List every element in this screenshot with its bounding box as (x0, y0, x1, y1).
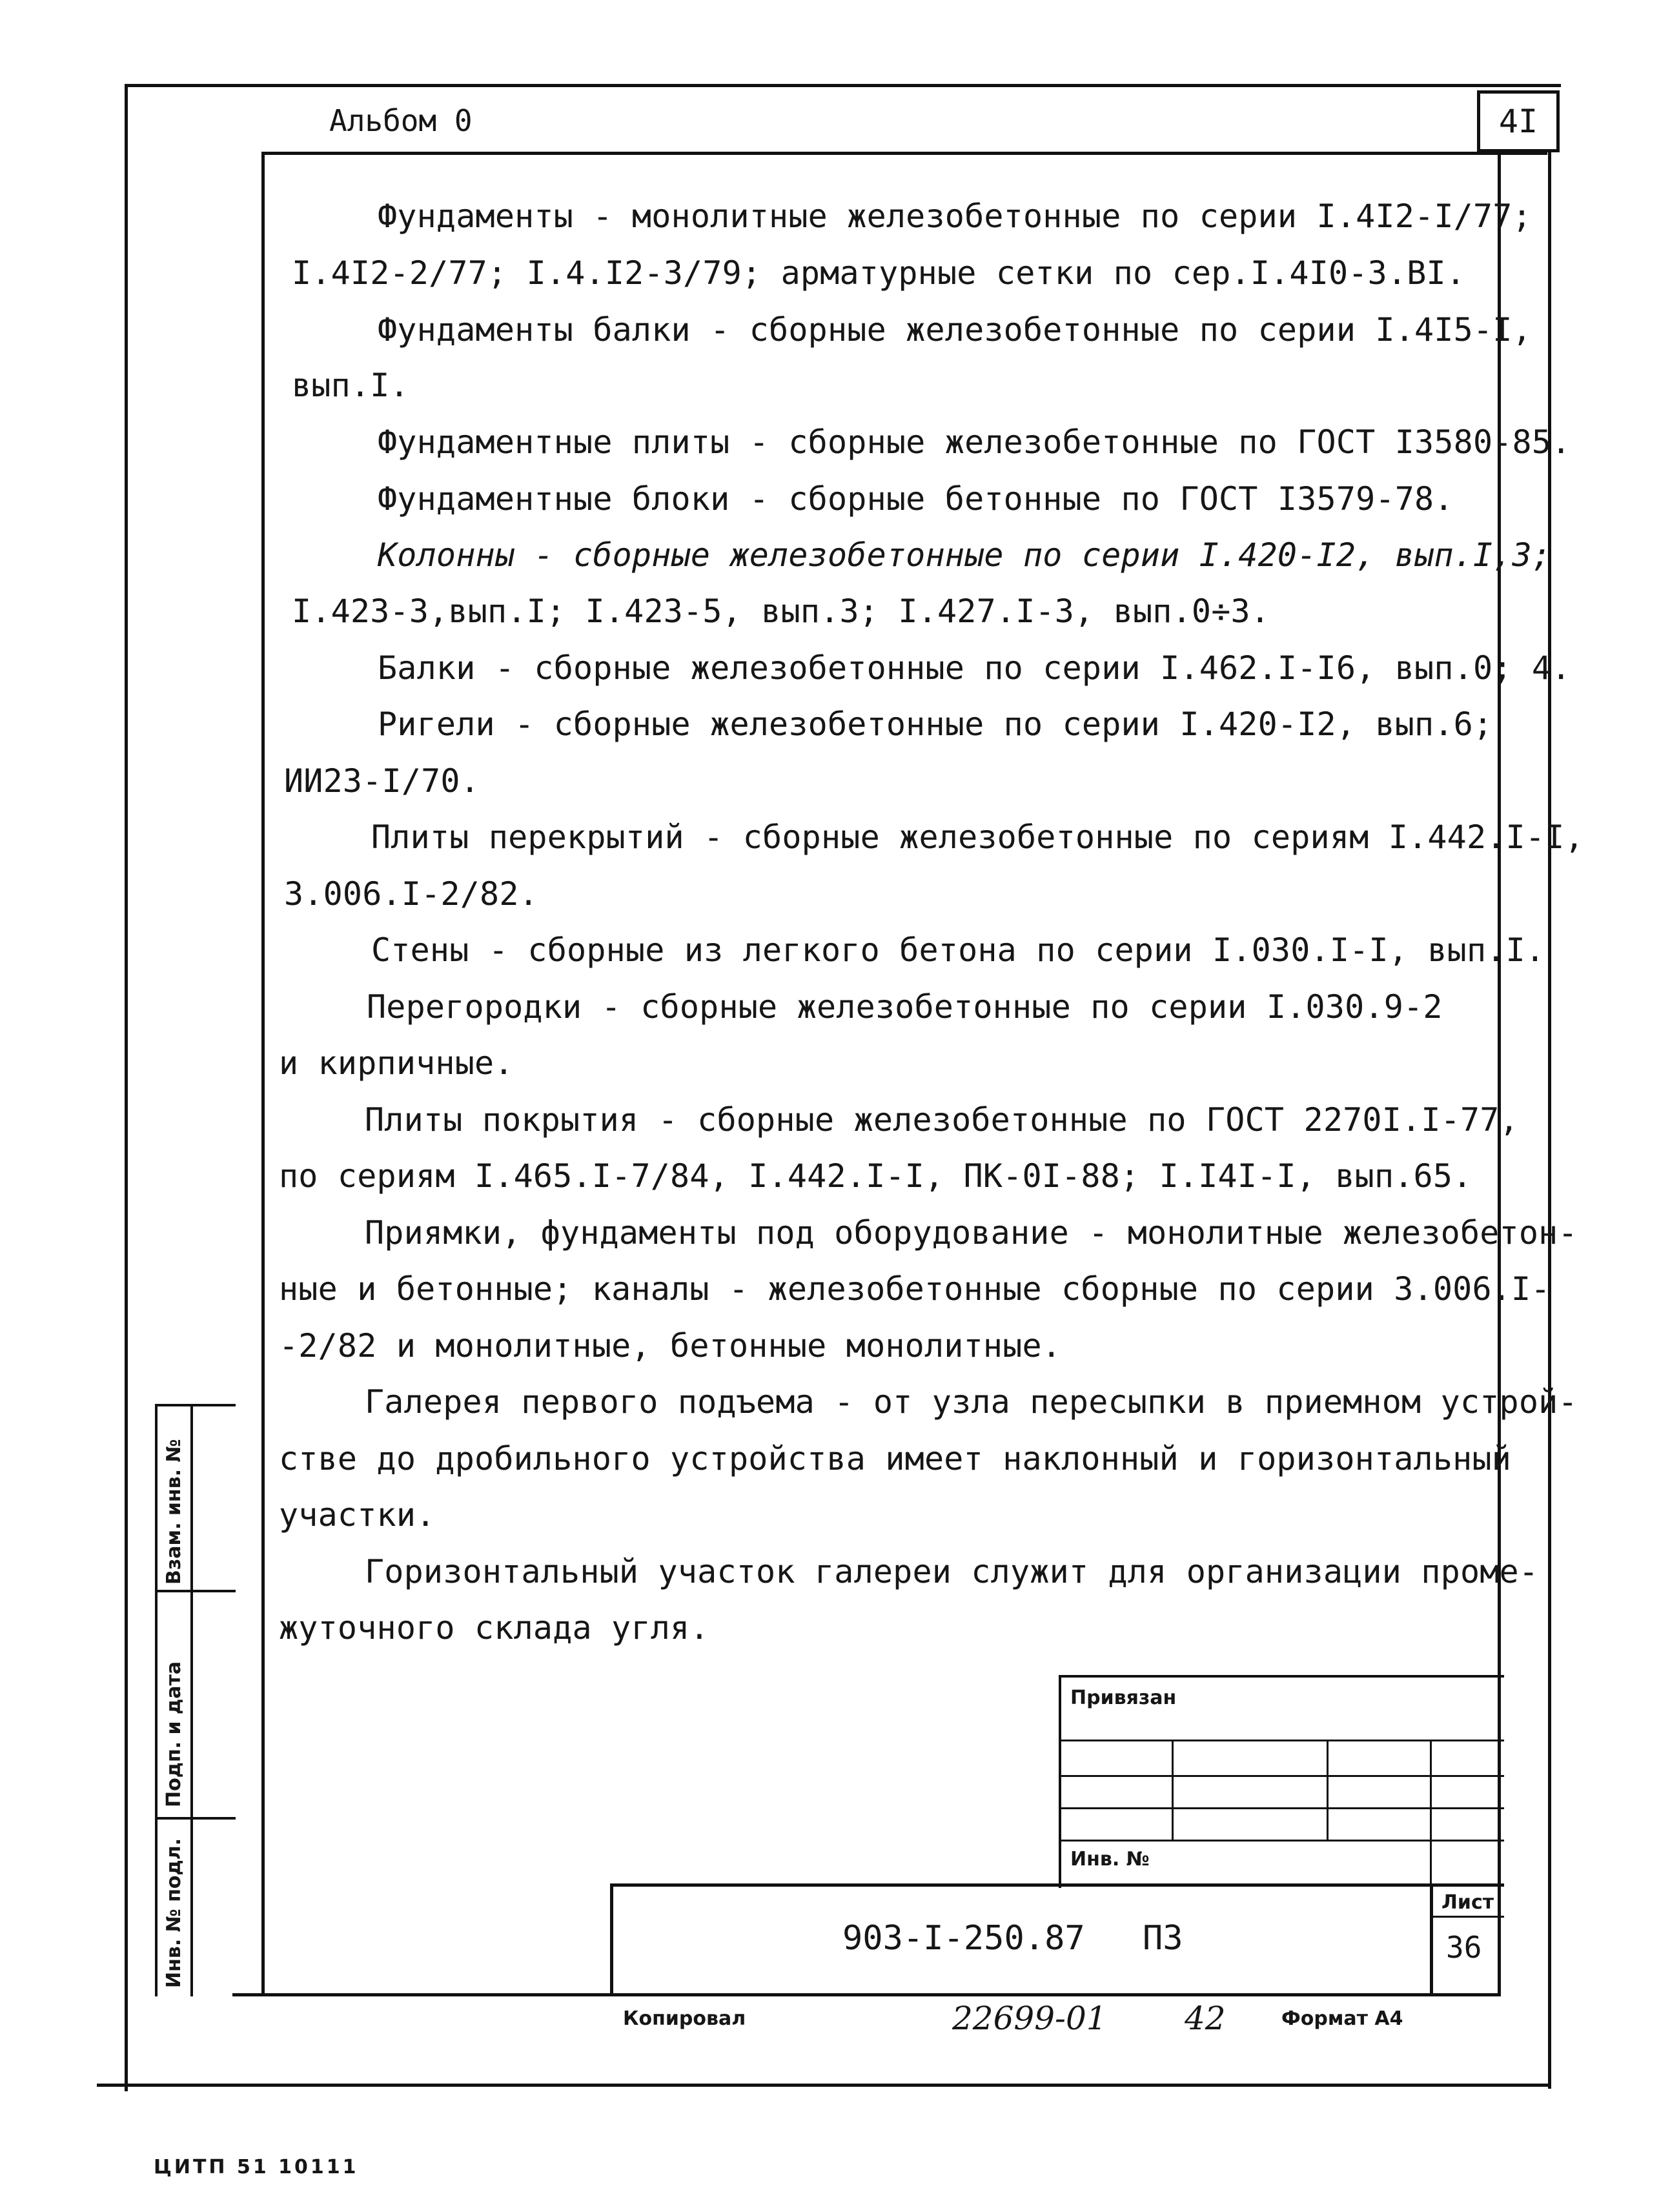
side-stamp-top-line (155, 1404, 236, 1406)
title-block-sheet-divider (1430, 1883, 1433, 1996)
paragraph-line-8: I.423-3,вып.I; I.423-5, вып.3; I.427.I-3, вып.0÷3. (292, 593, 1270, 630)
paragraph-line-10: Ригели - сборные железобетонные по серии I.420-I2, вып.6; (378, 705, 1493, 743)
format-label: Формат А4 (1281, 2007, 1403, 2030)
paragraph-line-6: Фундаментные блоки - сборные бетонные по ГОСТ I3579-78. (378, 480, 1454, 518)
paragraph-line-11: ИИ23-I/70. (284, 762, 480, 800)
paragraph-line-2: I.4I2-2/77; I.4.I2-3/79; арматурные сетки по сер.I.4I0-3.BI. (292, 254, 1466, 292)
binding-table (1059, 1675, 1504, 1888)
paragraph-line-17: Плиты покрытия - сборные железобетонные по ГОСТ 2270I.I-77, (365, 1101, 1519, 1139)
paragraph-line-25: Горизонтальный участок галереи служит для организации проме- (365, 1553, 1539, 1590)
inner-left-line (261, 152, 265, 1994)
frame-left-line (125, 84, 128, 2091)
paragraph-line-23: стве до дробильного устройства имеет наклонный и горизонтальный (279, 1440, 1512, 1477)
album-label: Альбом 0 (329, 103, 473, 138)
paragraph-line-1: Фундаменты - монолитные железобетонные по серии I.4I2-I/77; (378, 198, 1532, 235)
inner-top-line (261, 152, 1547, 155)
handwritten-number: 22699-01 (952, 2000, 1107, 2037)
binding-table-col-1 (1172, 1740, 1174, 1842)
sheet-number: 36 (1446, 1930, 1482, 1965)
binding-table-left (1059, 1675, 1061, 1888)
binding-table-col-3 (1430, 1740, 1432, 1888)
binding-table-row-3 (1059, 1807, 1504, 1809)
paragraph-line-21: -2/82 и монолитные, бетонные монолитные. (279, 1327, 1062, 1365)
title-block-sheet-row (1430, 1916, 1504, 1918)
paragraph-line-24: участки. (279, 1496, 436, 1534)
title-block-top (610, 1883, 1504, 1887)
binding-table-top (1059, 1675, 1504, 1678)
document-code: 903-I-250.87 (842, 1919, 1085, 1958)
printer-footer: ЦИТП 51 10111 (154, 2156, 359, 2178)
copied-label: Копировал (623, 2007, 746, 2030)
page-number: 4I (1477, 90, 1560, 152)
paragraph-line-4: вып.I. (292, 367, 409, 404)
paragraph-line-12: Плиты перекрытий - сборные железобетонные по сериям I.442.I-I, (371, 818, 1584, 856)
binding-table-row-2 (1059, 1775, 1504, 1777)
paragraph-line-22: Галерея первого подъема - от узла пересыпки в приемном устрой- (365, 1383, 1578, 1421)
frame-bottom-line (97, 2084, 1549, 2087)
paragraph-line-7: Колонны - сборные железобетонные по серии I.420-I2, вып.I,3; (378, 536, 1552, 574)
side-stamp-mid-line (190, 1404, 193, 1996)
sheet-label: Лист (1441, 1891, 1494, 1914)
paragraph-line-20: ные и бетонные; каналы - железобетонные сборные по серии 3.006.I- (279, 1270, 1551, 1308)
paragraph-line-15: Перегородки - сборные железобетонные по серии I.030.9-2 (367, 988, 1443, 1026)
paragraph-line-19: Приямки, фундаменты под оборудование - монолитные железобетон- (365, 1214, 1578, 1252)
title-block (610, 1883, 1504, 1996)
paragraph-line-16: и кирпичные. (279, 1044, 514, 1082)
side-label-replace-inv: Взам. инв. № (163, 1439, 185, 1585)
binding-table-row-1 (1059, 1740, 1504, 1741)
title-block-left (610, 1883, 613, 1996)
paragraph-line-14: Стены - сборные из легкого бетона по серии I.030.I-I, вып.I. (371, 931, 1545, 969)
paragraph-line-9: Балки - сборные железобетонные по серии I.462.I-I6, вып.0; 4. (378, 649, 1571, 687)
inv-number-label: Инв. № (1070, 1848, 1150, 1871)
binding-label: Привязан (1070, 1687, 1177, 1709)
binding-table-row-4 (1059, 1840, 1504, 1842)
side-stamp (155, 1404, 236, 1996)
paragraph-line-13: 3.006.I-2/82. (284, 875, 538, 913)
binding-table-col-2 (1327, 1740, 1329, 1842)
frame-top-line (125, 84, 1561, 87)
handwritten-page: 42 (1185, 2000, 1226, 2037)
paragraph-line-26: жуточного склада угля. (279, 1609, 709, 1647)
side-label-signature-date: Подп. и дата (163, 1661, 185, 1807)
side-label-original-inv: Инв. № подл. (163, 1838, 185, 1988)
side-stamp-divider-1 (155, 1590, 236, 1592)
paragraph-line-5: Фундаментные плиты - сборные железобетонные по ГОСТ I3580-85. (378, 423, 1571, 461)
paragraph-line-18: по сериям I.465.I-7/84, I.442.I-I, ПК-0I-88; I.I4I-I, вып.65. (279, 1157, 1472, 1195)
side-stamp-left-line (155, 1404, 158, 1996)
paragraph-line-3: Фундаменты балки - сборные железобетонные по серии I.4I5-I, (378, 311, 1532, 349)
document-type: ПЗ (1143, 1919, 1183, 1958)
side-stamp-divider-2 (155, 1817, 236, 1820)
